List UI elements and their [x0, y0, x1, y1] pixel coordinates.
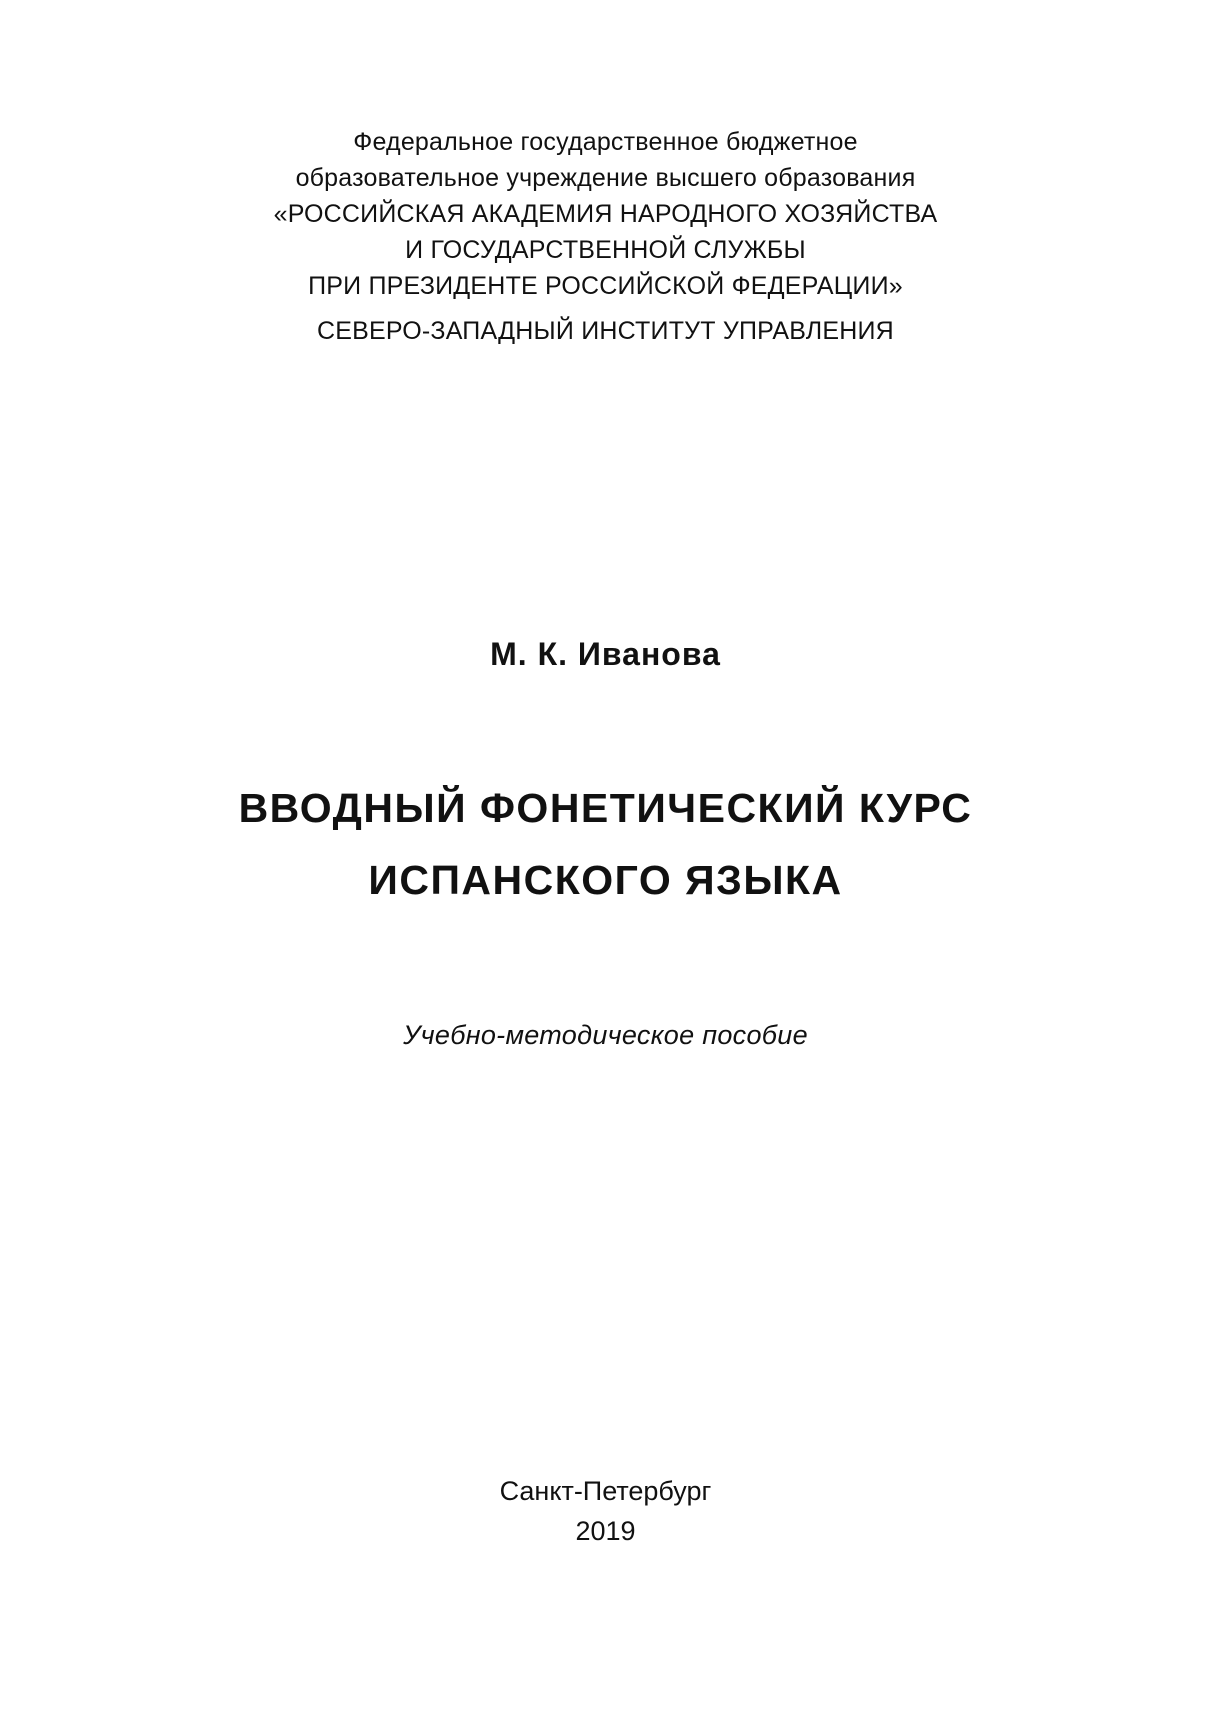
imprint-year: 2019	[575, 1516, 636, 1546]
imprint-city: Санкт-Петербург	[499, 1476, 712, 1506]
spacer	[0, 304, 1211, 313]
book-title-line: ВВОДНЫЙ ФОНЕТИЧЕСКИЙ КУРС	[238, 785, 973, 831]
institution-line: Федеральное государственное бюджетное	[353, 128, 858, 156]
institution-line: образовательное учреждение высшего образования	[295, 164, 916, 192]
imprint	[0, 1471, 1211, 1551]
institution-line: И ГОСУДАРСТВЕННОЙ СЛУЖБЫ	[405, 236, 806, 264]
book-title-line: ИСПАНСКОГО ЯЗЫКА	[368, 857, 843, 903]
institute-name: СЕВЕРО-ЗАПАДНЫЙ ИНСТИТУТ УПРАВЛЕНИЯ	[317, 317, 894, 345]
book-title	[0, 772, 1211, 916]
institution-line: «РОССИЙСКАЯ АКАДЕМИЯ НАРОДНОГО ХОЗЯЙСТВА	[273, 200, 938, 228]
institution-line: ПРИ ПРЕЗИДЕНТЕ РОССИЙСКОЙ ФЕДЕРАЦИИ»	[308, 272, 903, 300]
publication-type: Учебно-методическое пособие	[403, 1020, 808, 1050]
author-name: М. К. Иванова	[490, 636, 721, 672]
institution-header	[0, 124, 1211, 349]
